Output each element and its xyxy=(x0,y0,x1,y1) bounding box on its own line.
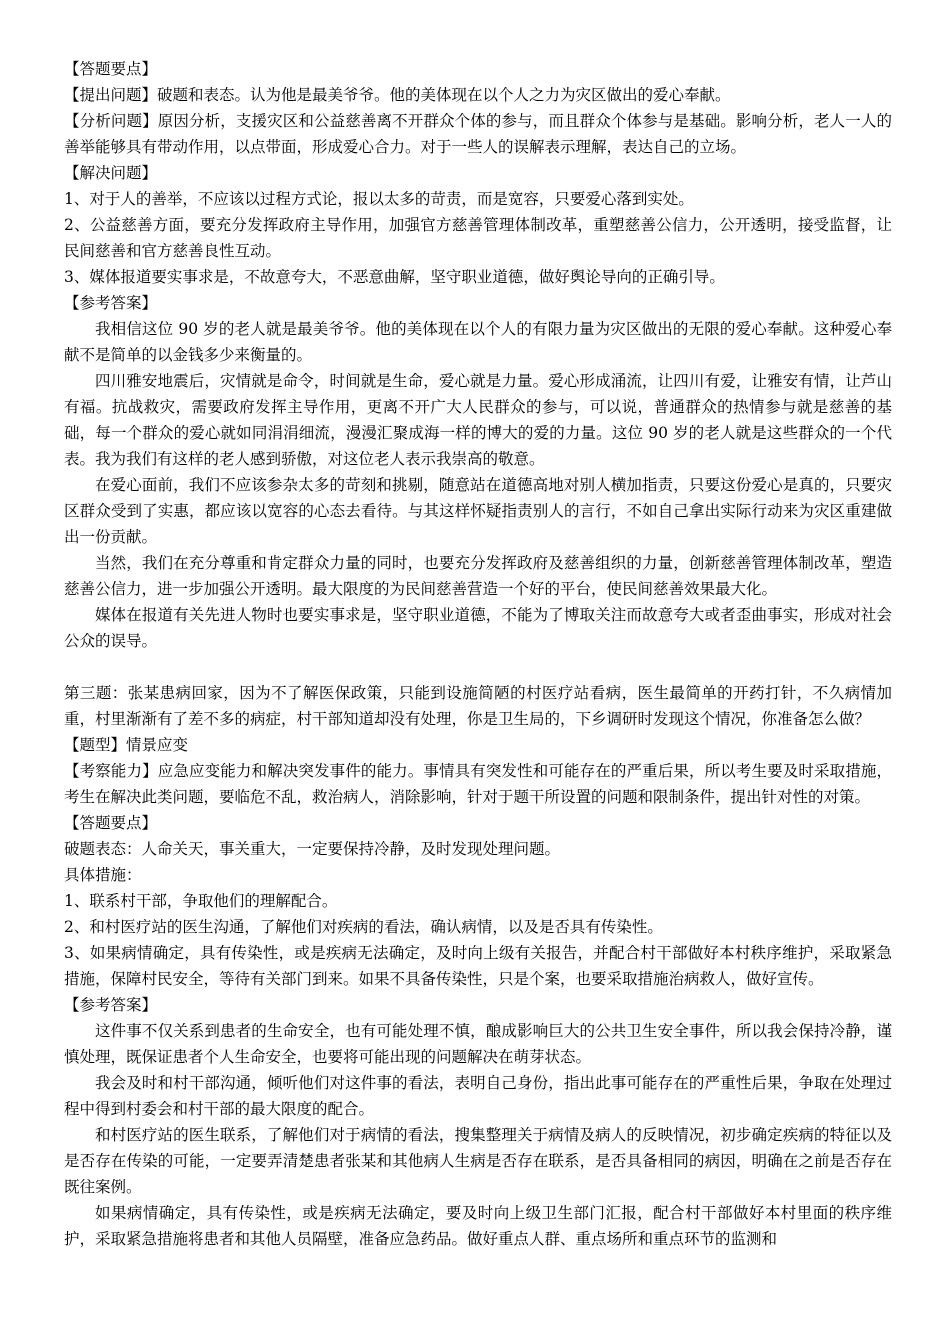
document-page xyxy=(64,56,892,1252)
solve-item-2: 2、公益慈善方面，要充分发挥政府主导作用，加强官方慈善管理体制改革，重塑慈善公信力，公开透明，接受监督，让民间慈善和官方慈善良性互动。 xyxy=(64,216,892,260)
answer-points-heading: 【答题要点】 xyxy=(64,60,158,78)
reference-paragraph-5: 媒体在报道有关先进人物时也要实事求是，坚守职业道德，不能为了博取关注而故意夸大或者歪曲事实，形成对社会公众的误导。 xyxy=(64,606,892,650)
solve-item-3: 3、媒体报道要实事求是，不故意夸大，不恶意曲解，坚守职业道德，做好舆论导向的正确引导。 xyxy=(64,268,725,286)
measure-item-1: 1、联系村干部，争取他们的理解配合。 xyxy=(64,892,338,910)
raise-issue-line: 【提出问题】破题和表态。认为他是最美爷爷。他的美体现在以个人之力为灾区做出的爱心奉献。 xyxy=(64,86,731,104)
reference2-paragraph-4: 如果病情确定，具有传染性，或是疾病无法确定，要及时向上级卫生部门汇报，配合村干部做好本村里面的秩序维护，采取紧急措施将患者和其他人员隔壁，准备应急药品。做好重点人群、重点场所和重点环节的监测和 xyxy=(64,1204,892,1248)
reference-paragraph-4: 当然，我们在充分尊重和肯定群众力量的同时，也要充分发挥政府及慈善组织的力量，创新慈善管理体制改革，塑造慈善公信力，进一步加强公开透明。最大限度的为民间慈善营造一个好的平台，使民间慈善效果最大化。 xyxy=(64,554,892,598)
measure-item-3: 3、如果病情确定，具有传染性，或是疾病无法确定，及时向上级有关报告，并配合村干部做好本村秩序维护，采取紧急措施，保障村民安全，等待有关部门到来。如果不具备传染性，只是个案，也要采取措施治病救人，做好宣传。 xyxy=(64,944,892,988)
stance-line: 破题表态：人命关天，事关重大，一定要保持冷静，及时发现处理问题。 xyxy=(64,840,561,858)
reference-answer-heading-2: 【参考答案】 xyxy=(64,996,158,1014)
reference-answer-heading: 【参考答案】 xyxy=(64,294,158,312)
answer-points-heading-2: 【答题要点】 xyxy=(64,814,158,832)
reference2-paragraph-1: 这件事不仅关系到患者的生命安全，也有可能处理不慎，酿成影响巨大的公共卫生安全事件，所以我会保持冷静，谨慎处理，既保证患者个人生命安全，也要将可能出现的问题解决在萌芽状态。 xyxy=(64,1022,892,1066)
solve-item-1: 1、对于人的善举，不应该以过程方式论，报以太多的苛责，而是宽容，只要爱心落到实处。 xyxy=(64,190,694,208)
reference-paragraph-2: 四川雅安地震后，灾情就是命令，时间就是生命，爱心就是力量。爱心形成涌流，让四川有爱，让雅安有情，让芦山有福。抗战救灾，需要政府发挥主导作用，更离不开广大人民群众的参与，可以说，普通群众的热情参与就是慈善的基础，每一个群众的爱心就如同涓涓细流，漫漫汇聚成海一样的博大的爱的力量。这位 90 岁的老人就是这些群众的一个代表。我为我们有这样的老人感到骄傲，对这位老人表示我崇高的敬意。 xyxy=(64,372,892,468)
reference2-paragraph-3: 和村医疗站的医生联系，了解他们对于病情的看法，搜集整理关于病情及病人的反映情况，初步确定疾病的特征以及是否存在传染的可能，一定要弄清楚患者张某和其他病人生病是否存在联系，是否具备相同的病因，明确在之前是否存在既往案例。 xyxy=(64,1126,892,1196)
analyze-issue-line: 【分析问题】原因分析，支援灾区和公益慈善离不开群众个体的参与，而且群众个体参与是基础。影响分析，老人一人的善举能够具有带动作用，以点带面，形成爱心合力。对于一些人的误解表示理解，表达自己的立场。 xyxy=(64,112,892,156)
solve-issue-heading: 【解决问题】 xyxy=(64,164,158,182)
question-three: 第三题：张某患病回家，因为不了解医保政策，只能到设施简陋的村医疗站看病，医生最简单的开药打针，不久病情加重，村里渐渐有了差不多的病症，村干部知道却没有处理，你是卫生局的，下乡调研时发现这个情况，你准备怎么做？ xyxy=(64,684,892,728)
measure-item-2: 2、和村医疗站的医生沟通，了解他们对疾病的看法，确认病情，以及是否具有传染性。 xyxy=(64,918,663,936)
section-spacer xyxy=(64,654,892,680)
reference-paragraph-1: 我相信这位 90 岁的老人就是最美爷爷。他的美体现在以个人的有限力量为灾区做出的无限的爱心奉献。这种爱心奉献不是简单的以金钱多少来衡量的。 xyxy=(64,320,892,364)
question-type-line: 【题型】情景应变 xyxy=(64,736,189,754)
reference-paragraph-3: 在爱心面前，我们不应该参杂太多的苛刻和挑剔，随意站在道德高地对别人横加指责，只要这份爱心是真的，只要灾区群众受到了实惠，都应该以宽容的心态去看待。与其这样怀疑指责别人的言行，不如自己拿出实际行动来为灾区重建做出一份贡献。 xyxy=(64,476,892,546)
reference2-paragraph-2: 我会及时和村干部沟通，倾听他们对这件事的看法，表明自己身份，指出此事可能存在的严重性后果，争取在处理过程中得到村委会和村干部的最大限度的配合。 xyxy=(64,1074,892,1118)
ability-line: 【考察能力】应急应变能力和解决突发事件的能力。事情具有突发性和可能存在的严重后果，所以考生要及时采取措施，考生在解决此类问题，要临危不乱，救治病人，消除影响，针对于题干所设置的问题和限制条件，提出针对性的对策。 xyxy=(64,762,892,806)
measures-heading: 具体措施： xyxy=(64,866,142,884)
